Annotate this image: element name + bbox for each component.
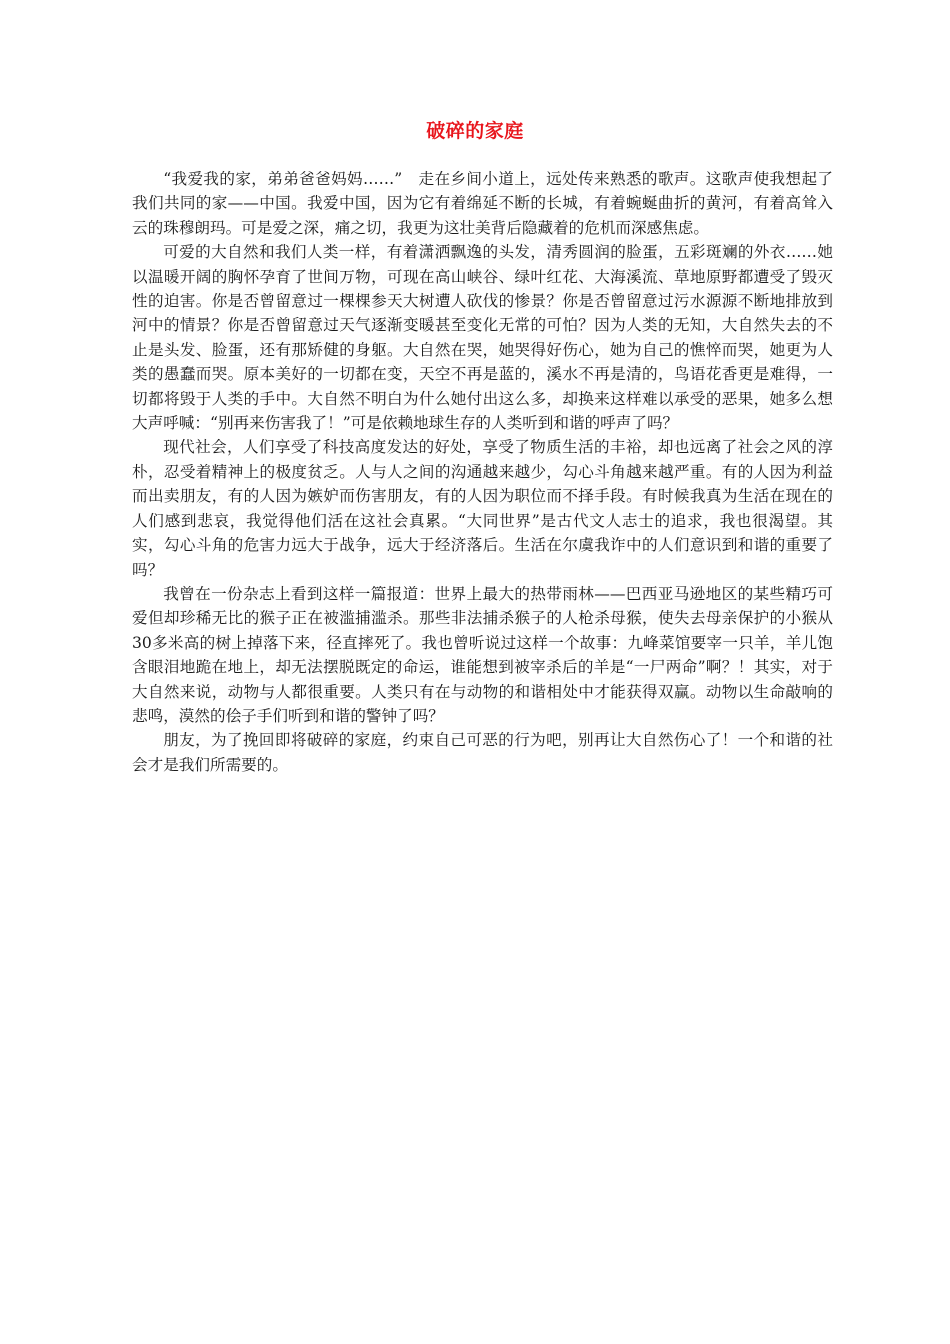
document-body xyxy=(132,167,833,777)
paragraph-3: 现代社会，人们享受了科技高度发达的好处，享受了物质生活的丰裕，却也远离了社会之风的淳朴，忍受着精神上的极度贫乏。人与人之间的沟通越来越少，勾心斗角越来越严重。有的人因为利益而出卖朋友，有的人因为嫉妒而伤害朋友，有的人因为职位而不择手段。有时候我真为生活在现在的人们感到悲哀，我觉得他们活在这社会真累。“大同世界”是古代文人志士的追求，我也很渴望。其实，勾心斗角的危害力远大于战争，远大于经济落后。生活在尔虞我诈中的人们意识到和谐的重要了吗？ xyxy=(132,438,833,579)
paragraph-5: 朋友，为了挽回即将破碎的家庭，约束自己可恶的行为吧，别再让大自然伤心了！一个和谐的社会才是我们所需要的。 xyxy=(132,731,833,774)
document-title: 破碎的家庭 xyxy=(426,120,524,142)
paragraph-2: 可爱的大自然和我们人类一样，有着潇洒飘逸的头发，清秀圆润的脸蛋，五彩斑斓的外衣……她以温暖开阔的胸怀孕育了世间万物，可现在高山峡谷、绿叶红花、大海溪流、草地原野都遭受了毁灭性的迫害。你是否曾留意过一棵棵参天大树遭人砍伐的惨景？你是否曾留意过污水源源不断地排放到河中的情景？你是否曾留意过天气逐渐变暖甚至变化无常的可怕？因为人类的无知，大自然失去的不止是头发、脸蛋，还有那矫健的身躯。大自然在哭，她哭得好伤心，她为自己的憔悴而哭，她更为人类的愚蠢而哭。原本美好的一切都在变，天空不再是蓝的，溪水不再是清的，鸟语花香更是难得，一切都将毁于人类的手中。大自然不明白为什么她付出这么多，却换来这样难以承受的恶果，她多么想大声呼喊：“别再来伤害我了！”可是依赖地球生存的人类听到和谐的呼声了吗？ xyxy=(132,243,833,433)
paragraph-1: “我爱我的家，弟弟爸爸妈妈……” 走在乡间小道上，远处传来熟悉的歌声。这歌声使我想起了我们共同的家——中国。我爱中国，因为它有着绵延不断的长城，有着蜿蜒曲折的黄河，有着高耸入云的珠穆朗玛。可是爱之深，痛之切，我更为这壮美背后隐藏着的危机而深感焦虑。 xyxy=(132,170,833,237)
paragraph-4: 我曾在一份杂志上看到这样一篇报道：世界上最大的热带雨林——巴西亚马逊地区的某些精巧可爱但却珍稀无比的猴子正在被滥捕滥杀。那些非法捕杀猴子的人枪杀母猴，使失去母亲保护的小猴从30多米高的树上掉落下来，径直摔死了。我也曾听说过这样一个故事：九峰菜馆要宰一只羊，羊儿饱含眼泪地跪在地上，却无法摆脱既定的命运，谁能想到被宰杀后的羊是“一尸两命”啊？！其实，对于大自然来说，动物与人都很重要。人类只有在与动物的和谐相处中才能获得双赢。动物以生命敲响的悲鸣，漠然的侩子手们听到和谐的警钟了吗？ xyxy=(132,584,833,725)
